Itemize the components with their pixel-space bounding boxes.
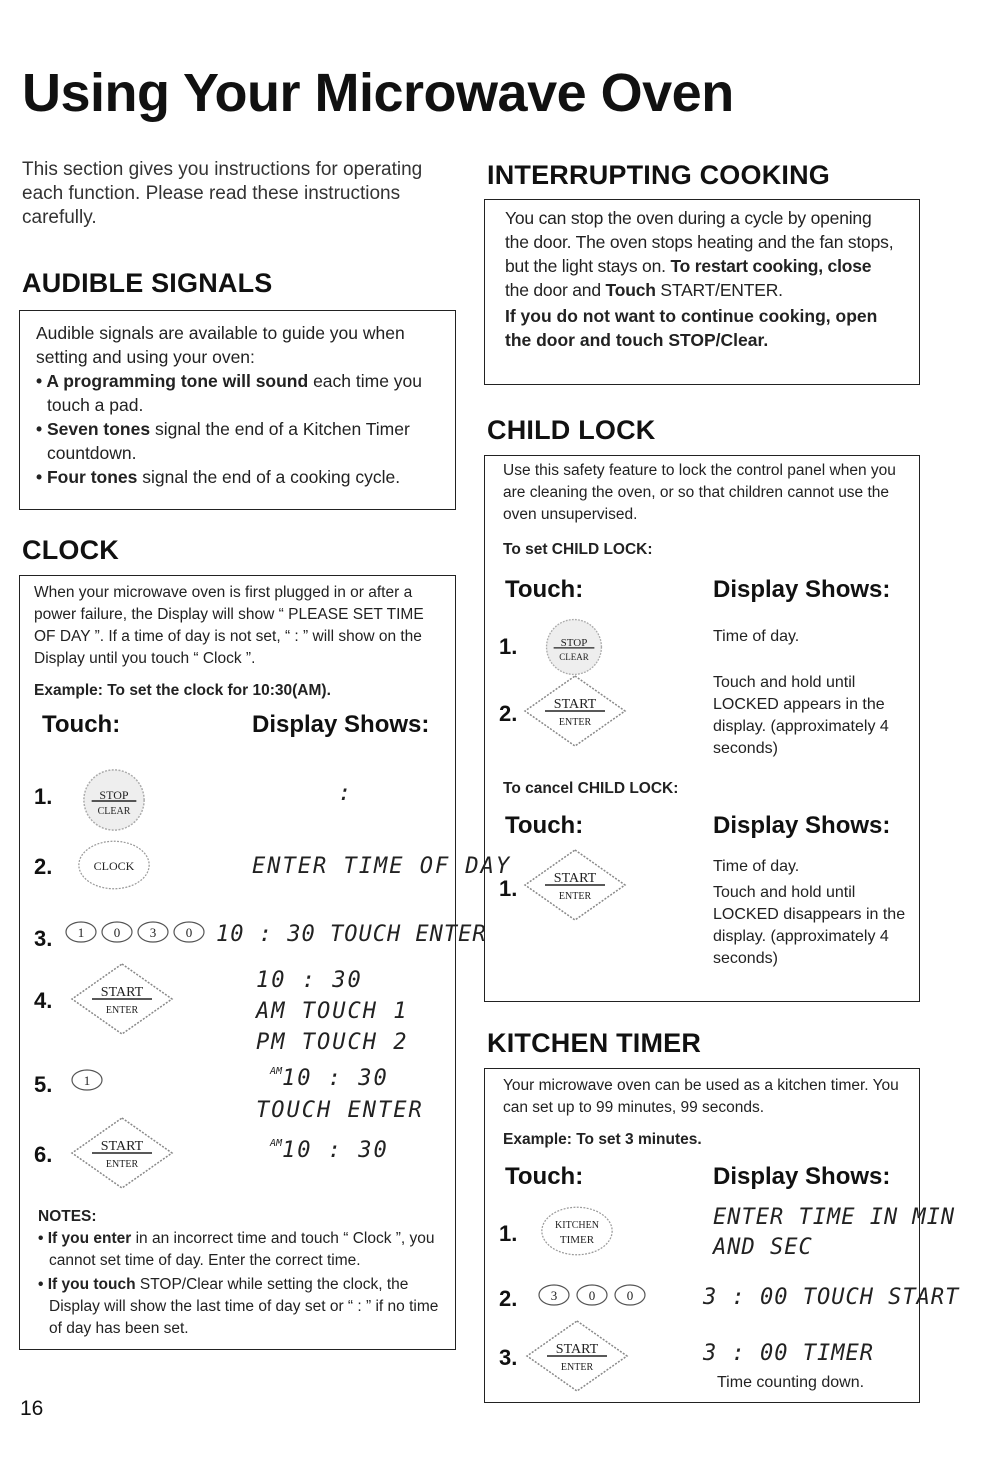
- child-lock-cancel-display-1: Time of day.: [713, 858, 800, 875]
- kitchen-timer-display-2: 3 : 00 TOUCH START: [703, 1285, 960, 1310]
- clock-box: [19, 575, 512, 1350]
- kitchen-timer-text: Your microwave oven can be used as a kitchen timer. You can set up to 99 minutes, 99 seconds.: [503, 1077, 899, 1116]
- clock-example: Example: To set the clock for 10:30(AM).: [34, 682, 331, 699]
- clock-display-4a: 10 : 30: [256, 968, 363, 993]
- svg-text:STOP: STOP: [560, 637, 588, 649]
- svg-text:ENTER: ENTER: [105, 1005, 139, 1016]
- interrupting-note: If you do not want to continue cooking, open the door and touch STOP/Clear.: [505, 306, 878, 350]
- clock-display-4b: AM TOUCH 1: [256, 999, 409, 1024]
- clock-step-1: 1.: [34, 784, 53, 809]
- clock-display-3: 10 : 30 TOUCH ENTER: [216, 922, 487, 947]
- audible-signals-heading: AUDIBLE SIGNALS: [22, 268, 273, 298]
- clock-touch-header: Touch:: [42, 711, 121, 738]
- intro-text: This section gives you instructions for operating each function. Please read these instructions carefully.: [22, 159, 423, 228]
- svg-text:3: 3: [550, 1288, 558, 1303]
- clock-step-3: 3.: [34, 926, 53, 951]
- child-lock-cancel-step-1: 1.: [499, 876, 518, 901]
- child-lock-heading: CHILD LOCK: [487, 415, 656, 445]
- number-0-pad-icon: [100, 920, 134, 946]
- kitchen-timer-display-1a: ENTER TIME IN MIN: [713, 1205, 956, 1230]
- kitchen-timer-display-3: 3 : 00 TIMER: [703, 1341, 874, 1366]
- svg-text:START: START: [100, 1139, 144, 1154]
- clock-pad-icon: [76, 838, 152, 892]
- page-title: Using Your Microwave Oven: [22, 63, 734, 123]
- clock-step-5: 5.: [34, 1072, 53, 1097]
- number-1-pad-icon: [64, 920, 98, 946]
- kitchen-timer-display-header: Display Shows:: [713, 1163, 891, 1190]
- clock-notes-title: NOTES:: [38, 1208, 97, 1225]
- child-lock-box: [484, 455, 920, 1002]
- start-enter-pad-icon: [70, 1116, 174, 1190]
- number-0-pad-icon: [575, 1283, 609, 1309]
- clock-text: When your microwave oven is first plugged in or after a power failure, the Display will show “ PLEASE SET TIME OF DAY ”. If a time of day is not set, “ : ” will show on the Display until you touch “ Clock ”.: [34, 584, 424, 667]
- clock-note-2: • If you touch STOP/Clear while setting the clock, the Display will show the last time of day set or “ : ” if no time of day has been set.: [38, 1276, 439, 1337]
- audible-bullet-3: • Four tones signal the end of a cooking cycle.: [36, 467, 401, 487]
- child-lock-step-1: 1.: [499, 634, 518, 659]
- child-lock-set-label: To set CHILD LOCK:: [503, 541, 653, 558]
- kitchen-timer-step-1: 1.: [499, 1221, 518, 1246]
- child-lock-step-2: 2.: [499, 701, 518, 726]
- number-1-pad-icon: [70, 1068, 104, 1094]
- svg-text:ENTER: ENTER: [558, 891, 592, 902]
- audible-signals-box: [19, 310, 456, 510]
- audible-bullet-1: • A programming tone will sound each time you touch a pad.: [36, 371, 423, 415]
- svg-text:ENTER: ENTER: [105, 1159, 139, 1170]
- kitchen-timer-heading: KITCHEN TIMER: [487, 1028, 702, 1058]
- svg-text:START: START: [555, 1342, 599, 1357]
- clock-step-6: 6.: [34, 1142, 53, 1167]
- svg-text:CLEAR: CLEAR: [559, 652, 589, 662]
- kitchen-timer-pad-icon: [539, 1203, 615, 1259]
- child-lock-cancel-label: To cancel CHILD LOCK:: [503, 780, 679, 797]
- child-lock-cancel-display-2: Touch and hold until LOCKED disappears in the display. (approximately 4 seconds): [713, 884, 906, 967]
- kitchen-timer-display-1b: AND SEC: [713, 1235, 813, 1260]
- kitchen-timer-display-3-note: Time counting down.: [717, 1374, 865, 1391]
- start-enter-pad-icon: [70, 962, 174, 1036]
- child-lock-display-1: Time of day.: [713, 628, 800, 645]
- interrupting-text: You can stop the oven during a cycle by opening the door. The oven stops heating and the fan stops, but the light stays on. To restart cooking, close the door and Touch START/ENTER.: [505, 208, 894, 300]
- svg-text:0: 0: [588, 1288, 596, 1303]
- audible-bullet-2: • Seven tones signal the end of a Kitchen Timer countdown.: [36, 419, 410, 463]
- clock-note-1: • If you enter in an incorrect time and touch “ Clock ”, you cannot set time of day. Enter the correct time.: [38, 1230, 435, 1269]
- svg-text:ENTER: ENTER: [558, 717, 592, 728]
- kitchen-timer-step-3: 3.: [499, 1345, 518, 1370]
- stop-clear-pad-icon: [80, 766, 148, 834]
- kitchen-timer-box: [484, 1068, 960, 1403]
- child-lock-display-2: Touch and hold until LOCKED appears in the display. (approximately 4 seconds): [713, 674, 889, 757]
- svg-text:STOP: STOP: [99, 788, 129, 802]
- svg-text:0: 0: [626, 1288, 634, 1303]
- svg-text:START: START: [100, 985, 144, 1000]
- stop-clear-pad-icon: [543, 616, 605, 678]
- kitchen-timer-step-2: 2.: [499, 1286, 518, 1311]
- kitchen-timer-example: Example: To set 3 minutes.: [503, 1131, 702, 1148]
- start-enter-pad-icon: [523, 674, 627, 748]
- start-enter-pad-icon: [525, 1319, 629, 1393]
- page-number: 16: [20, 1397, 44, 1420]
- clock-display-4c: PM TOUCH 2: [256, 1030, 409, 1055]
- clock-display-2: ENTER TIME OF DAY: [252, 854, 512, 879]
- child-lock-touch-header: Touch:: [505, 576, 584, 603]
- clock-display-6: $^{AM}$10 : 30: [270, 1138, 389, 1163]
- clock-step-2: 2.: [34, 854, 53, 879]
- number-3-pad-icon: [537, 1283, 571, 1309]
- number-0-pad-icon: [613, 1283, 647, 1309]
- interrupting-box: [484, 199, 920, 385]
- svg-text:1: 1: [83, 1073, 91, 1088]
- svg-text:CLOCK: CLOCK: [93, 859, 135, 873]
- interrupting-heading: INTERRUPTING COOKING: [487, 160, 831, 190]
- svg-text:3: 3: [149, 925, 157, 940]
- child-lock-cancel-touch-header: Touch:: [505, 812, 584, 839]
- clock-display-5a: $^{AM}$10 : 30: [270, 1066, 389, 1091]
- svg-text:0: 0: [113, 925, 121, 940]
- number-0-pad-icon: [172, 920, 206, 946]
- clock-step-4: 4.: [34, 988, 53, 1013]
- child-lock-display-header: Display Shows:: [713, 576, 891, 603]
- svg-text:KITCHEN: KITCHEN: [555, 1220, 599, 1231]
- svg-text:START: START: [553, 871, 597, 886]
- start-enter-pad-icon: [523, 848, 627, 922]
- svg-text:TIMER: TIMER: [559, 1234, 595, 1246]
- svg-text:1: 1: [77, 925, 85, 940]
- number-3-pad-icon: [136, 920, 170, 946]
- kitchen-timer-touch-header: Touch:: [505, 1163, 584, 1190]
- child-lock-text: Use this safety feature to lock the control panel when you are cleaning the oven, or so that children cannot use the oven unsupervised.: [503, 462, 896, 523]
- clock-display-1: :: [338, 781, 354, 806]
- svg-text:CLEAR: CLEAR: [97, 806, 131, 817]
- clock-heading: CLOCK: [22, 535, 119, 565]
- clock-display-5b: TOUCH ENTER: [256, 1098, 424, 1123]
- audible-lead: Audible signals are available to guide you when setting and using your oven:: [36, 323, 405, 367]
- svg-text:0: 0: [185, 925, 193, 940]
- svg-text:START: START: [553, 697, 597, 712]
- clock-display-header: Display Shows:: [252, 711, 430, 738]
- svg-text:ENTER: ENTER: [560, 1362, 594, 1373]
- child-lock-cancel-display-header: Display Shows:: [713, 812, 891, 839]
